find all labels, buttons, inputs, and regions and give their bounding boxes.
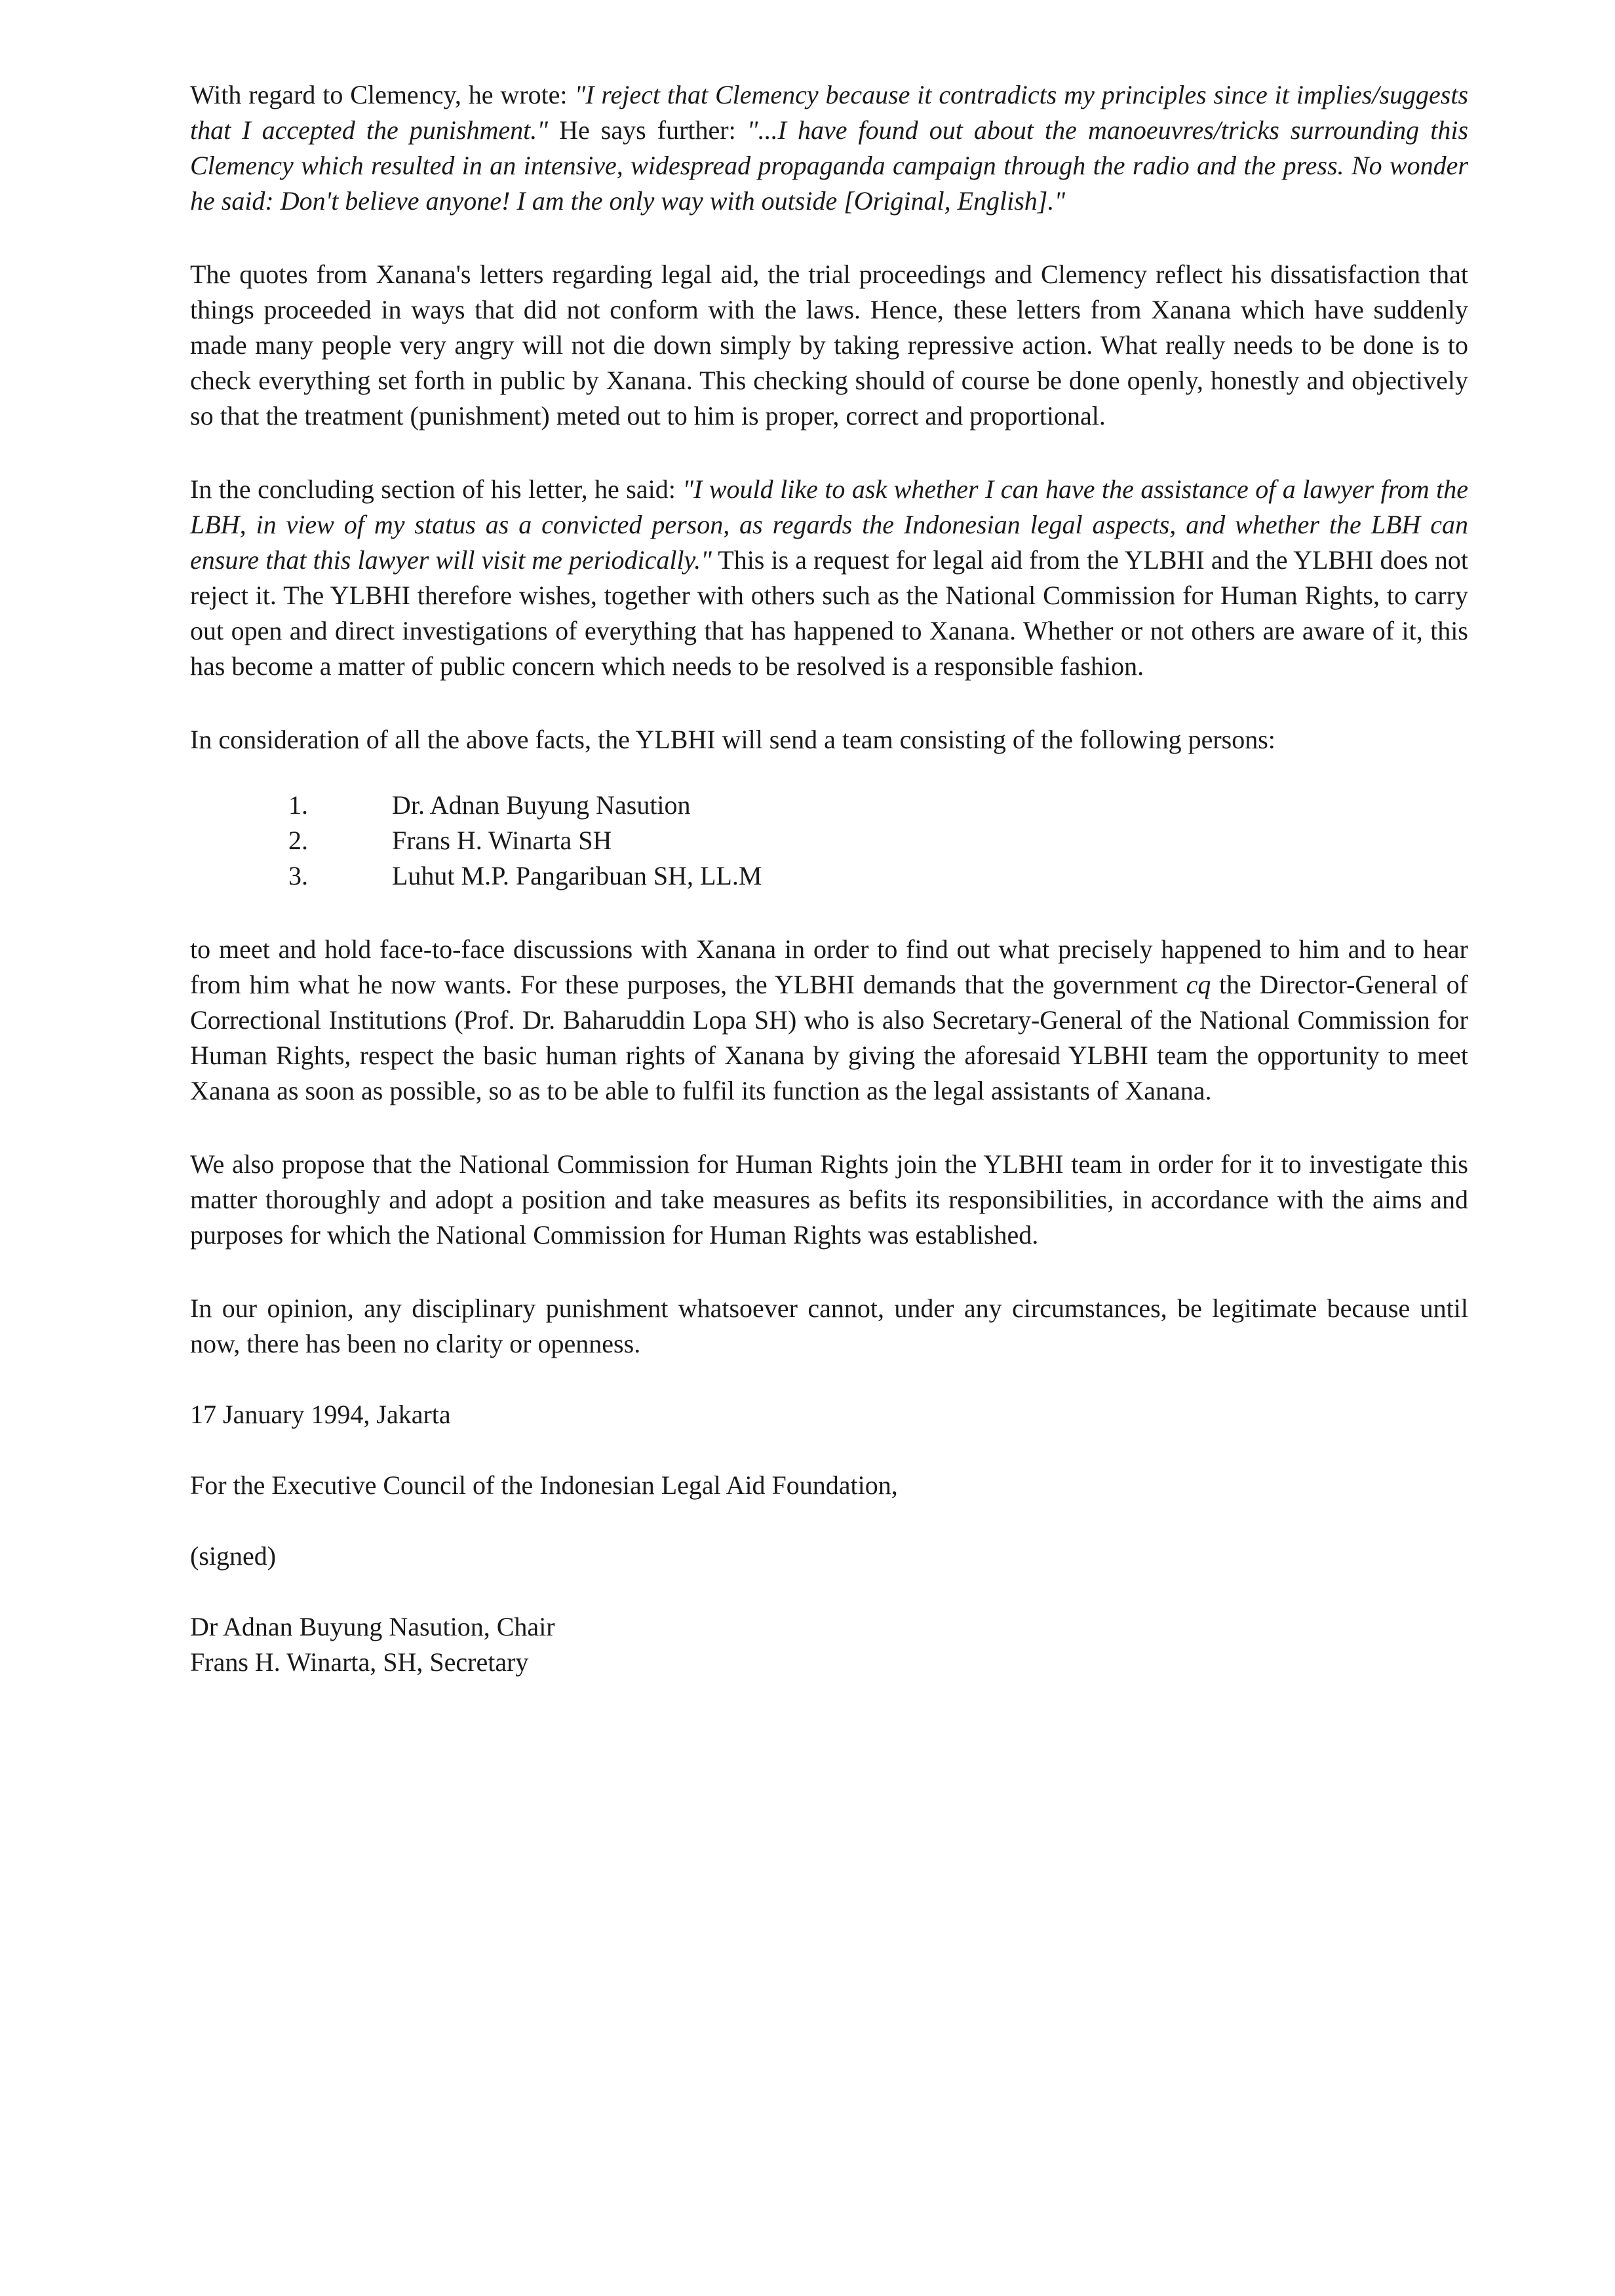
list-item [288, 788, 1468, 823]
paragraph-team-intro: In consideration of all the above facts, the YLBHI will send a team consisting of the following persons: [190, 725, 1275, 754]
paragraph-concluding-section [190, 472, 1468, 684]
quote-reject-clemency: "I reject that Clemency because it contradicts my principles since it implies/suggests that I accepted the punishment." [190, 80, 1469, 145]
team-member-name: Frans H. Winarta SH [392, 826, 612, 855]
list-number: 2. [288, 826, 308, 855]
list-number: 3. [288, 861, 308, 890]
signatory-secretary: Frans H. Winarta, SH, Secretary [190, 1647, 529, 1677]
signatory-chair: Dr Adnan Buyung Nasution, Chair [190, 1612, 555, 1641]
signed-note: (signed) [190, 1541, 277, 1571]
list-number: 1. [288, 790, 308, 820]
list-item [288, 823, 1468, 858]
paragraph-opinion: In our opinion, any disciplinary punishment whatsoever cannot, under any circumstances, be legitimate because until now, there has been no clarity or openness. [190, 1293, 1468, 1358]
team-member-name: Dr. Adnan Buyung Nasution [392, 790, 691, 820]
text: With regard to Clemency, he wrote: [190, 80, 575, 109]
team-list [288, 788, 1468, 894]
text: He says further: [548, 115, 747, 145]
date-line: 17 January 1994, Jakarta [190, 1400, 451, 1429]
list-item [288, 858, 1468, 894]
text: In the concluding section of his letter, he said: [190, 474, 683, 504]
text: the Director-General of Correctional Institutions (Prof. Dr. Baharuddin Lopa SH) who is also Secretary-General of the National Commission for Human Rights, respect the basic human rights of Xanana by giving the aforesaid YLBHI team the opportunity to meet Xanana as soon as possible, so as to be able to fulfil its function as the legal assistants of Xanana. [190, 970, 1468, 1105]
text: This is a request for legal aid from the YLBHI and the YLBHI does not reject it. The YLBHI therefore wishes, together with others such as the National Commission for Human Rights, to carry out open and direct investigations of everything that has happened to Xanana. Whether or not others are aware of it, this has become a matter of public concern which needs to be resolved is a responsible fashion. [190, 545, 1468, 681]
paragraph-quotes-reflect: The quotes from Xanana's letters regarding legal aid, the trial proceedings and Clemency reflect his dissatisfaction that things proceeded in ways that did not conform with the laws. Hence, these letters from Xanana which have suddenly made many people very angry will not die down simply by taking repressive action. What really needs to be done is to check everything set forth in public by Xanana. This checking should of course be done openly, honestly and objectively so that the treatment (punishment) meted out to him is proper, correct and proportional. [190, 259, 1468, 430]
text-cq: cq [1186, 970, 1211, 999]
paragraph-propose-commission: We also propose that the National Commission for Human Rights join the YLBHI team in order for it to investigate this matter thoroughly and adopt a position and take measures as befits its responsibilities, in accordance with the aims and purposes for which the National Commission for Human Rights was established. [190, 1149, 1468, 1250]
text: to meet and hold face-to-face discussions with Xanana in order to find out what precisely happened to him and to hear from him what he now wants. For these purposes, the YLBHI demands that the government [190, 934, 1468, 999]
letter-page [190, 77, 1468, 1680]
paragraph-meet-xanana [190, 932, 1468, 1109]
council-line: For the Executive Council of the Indonesian Legal Aid Foundation, [190, 1470, 898, 1500]
paragraph-clemency [190, 77, 1468, 219]
team-member-name: Luhut M.P. Pangaribuan SH, LL.M [392, 861, 762, 890]
quote-lawyer-request: "I would like to ask whether I can have the assistance of a lawyer from the LBH, in view of my status as a convicted person, as regards the Indonesian legal aspects, and whether the LBH can ensure that this lawyer will visit me periodically." [190, 474, 1469, 575]
quote-manoeuvres: "...I have found out about the manoeuvres/tricks surrounding this Clemency which resulted in an intensive, widespread propaganda campaign through the radio and the press. No wonder he said: Don't believe anyone! I am the only way with outside [Original, English]." [190, 115, 1469, 216]
